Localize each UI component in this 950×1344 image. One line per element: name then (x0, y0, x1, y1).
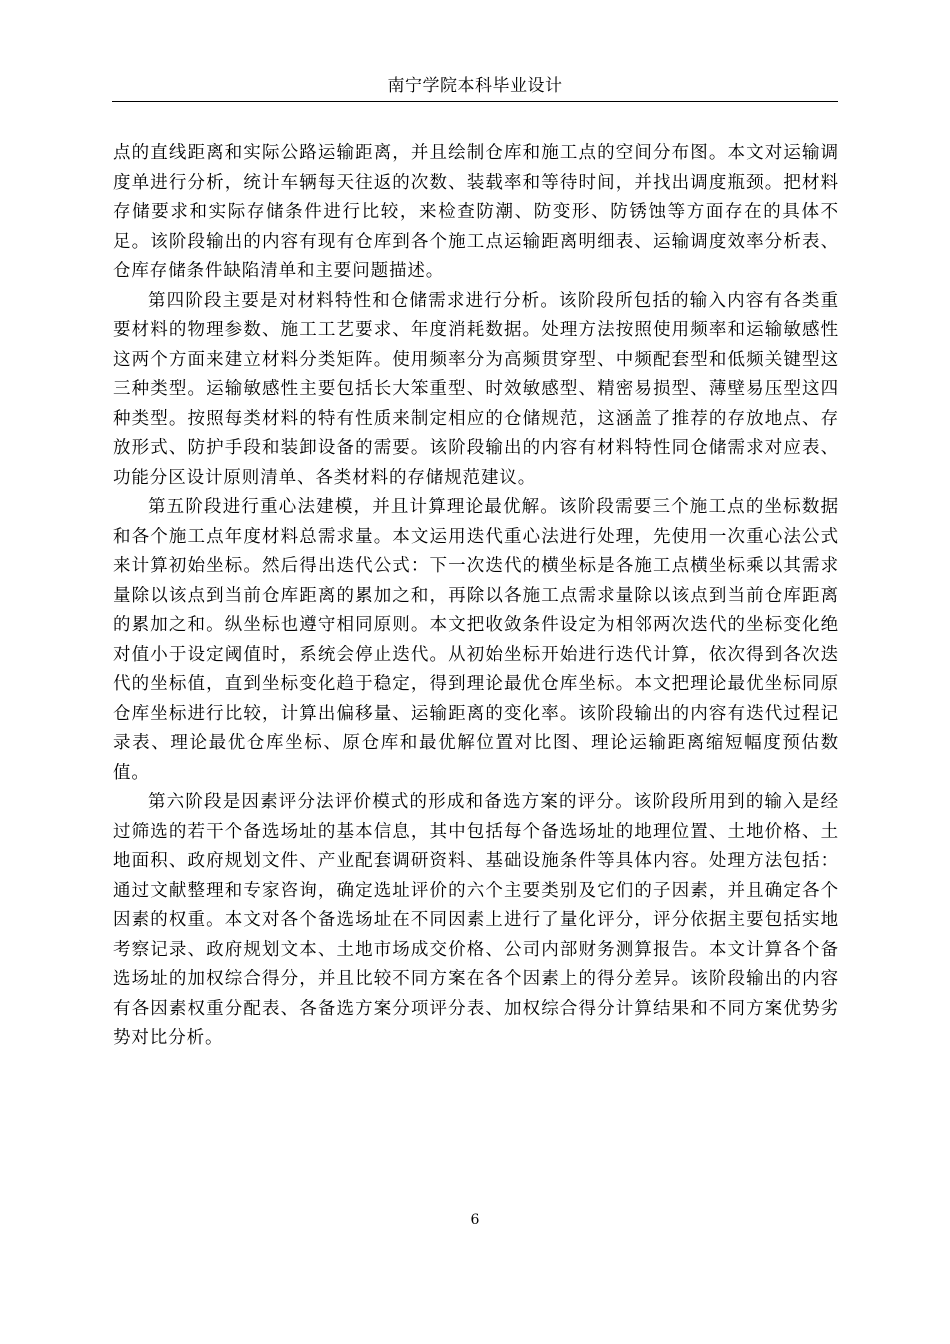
header-divider (112, 101, 838, 102)
paragraph-stage-four: 第四阶段主要是对材料特性和仓储需求进行分析。该阶段所包括的输入内容有各类重要材料的物理参数、施工工艺要求、年度消耗数据。处理方法按照使用频率和运输敏感性这两个方面来建立材料分类矩阵。使用频率分为高频贯穿型、中频配套型和低频关键型这三种类型。运输敏感性主要包括长大笨重型、时效敏感型、精密易损型、薄壁易压型这四种类型。按照每类材料的特有性质来制定相应的仓储规范，这涵盖了推荐的存放地点、存放形式、防护手段和装卸设备的需要。该阶段输出的内容有材料特性同仓储需求对应表、功能分区设计原则清单、各类材料的存储规范建议。 (113, 290, 839, 488)
paragraph-stage-five: 第五阶段进行重心法建模，并且计算理论最优解。该阶段需要三个施工点的坐标数据和各个施工点年度材料总需求量。本文运用迭代重心法进行处理，先使用一次重心法公式来计算初始坐标。然后得出迭代公式：下一次迭代的横坐标是各施工点横坐标乘以其需求量除以该点到当前仓库距离的累加之和，再除以各施工点需求量除以该点到当前仓库距离的累加之和。纵坐标也遵守相同原则。本文把收敛条件设定为相邻两次迭代的坐标变化绝对值小于设定阈值时，系统会停止迭代。从初始坐标开始进行迭代计算，依次得到各次迭代的坐标值，直到坐标变化趋于稳定，得到理论最优仓库坐标。本文把理论最优坐标同原仓库坐标进行比较，计算出偏移量、运输距离的变化率。该阶段输出的内容有迭代过程记录表、理论最优仓库坐标、原仓库和最优解位置对比图、理论运输距离缩短幅度预估数值。 (113, 497, 839, 783)
page-header-title: 南宁学院本科毕业设计 (387, 76, 563, 96)
paragraph-stage-six: 第六阶段是因素评分法评价模式的形成和备选方案的评分。该阶段所用到的输入是经过筛选的若干个备选场址的基本信息，其中包括每个备选场址的地理位置、土地价格、土地面积、政府规划文件、产业配套调研资料、基础设施条件等具体内容。处理方法包括：通过文献整理和专家咨询，确定选址评价的六个主要类别及它们的子因素，并且确定各个因素的权重。本文对各个备选场址在不同因素上进行了量化评分，评分依据主要包括实地考察记录、政府规划文本、土地市场成交价格、公司内部财务测算报告。本文计算各个备选场址的加权综合得分，并且比较不同方案在各个因素上的得分差异。该阶段输出的内容有各因素权重分配表、各备选方案分项评分表、加权综合得分计算结果和不同方案优势劣势对比分析。 (113, 792, 839, 1048)
page-number: 6 (470, 1212, 480, 1228)
document-body (113, 139, 839, 1054)
paragraph-continuation: 点的直线距离和实际公路运输距离，并且绘制仓库和施工点的空间分布图。本文对运输调度单进行分析，统计车辆每天往返的次数、装载率和等待时间，并找出调度瓶颈。把材料存储要求和实际存储条件进行比较，来检查防潮、防变形、防锈蚀等方面存在的具体不足。该阶段输出的内容有现有仓库到各个施工点运输距离明细表、运输调度效率分析表、仓库存储条件缺陷清单和主要问题描述。 (113, 143, 839, 281)
